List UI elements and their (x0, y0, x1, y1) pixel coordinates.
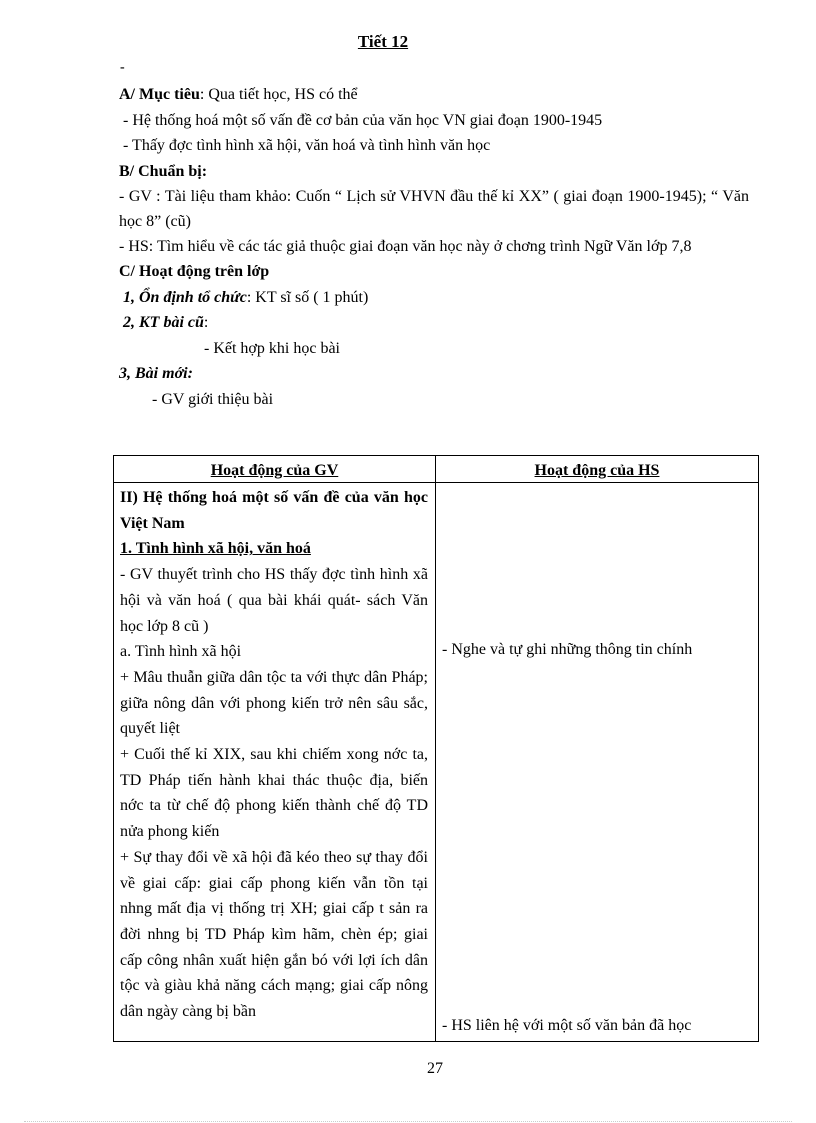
step-2-label: 2, KT bài cũ (123, 314, 204, 331)
dash-mark: - (120, 60, 125, 75)
gv-sub-a: a. Tình hình xã hội (120, 643, 242, 661)
section-a-text: : Qua tiết học, HS có thể (199, 86, 358, 103)
prep-hs: - HS: Tìm hiểu về các tác giả thuộc giai đoạn văn học này ở chơng trình Ngữ Văn lớp 7,8 (119, 238, 692, 255)
step-2-text: : (203, 314, 209, 331)
gv-heading: II) Hệ thống hoá một số vấn đề của văn học Việt Nam (120, 489, 428, 532)
page-number: 27 (427, 1060, 443, 1077)
gv-point: + Cuối thế kỉ XIX, sau khi chiếm xong nớc ta, TD Pháp tiến hành khai thác thuộc địa, biến nớc ta từ chế độ phong kiến thành chế độ TD nửa phong kiến (120, 746, 428, 841)
header-gv: Hoạt động của GV (114, 456, 436, 483)
step-3-item: - GV giới thiệu bài (152, 390, 274, 408)
lesson-content (119, 82, 749, 412)
section-a (119, 82, 749, 108)
gv-intro: - GV thuyết trình cho HS thấy đợc tình hình xã hội và văn hoá ( qua bài khái quát- sách Văn học lớp 8 cũ ) (120, 566, 428, 635)
gv-point: + Mâu thuẫn giữa dân tộc ta với thực dân Pháp; giữa nông dân với phong kiến trở nên sâu sắc, quyết liệt (120, 668, 428, 738)
hs-item: - Nghe và tự ghi những thông tin chính (442, 641, 693, 658)
gv-point: + Sự thay đổi về xã hội đã kéo theo sự thay đổi về giai cấp: giai cấp phong kiến vẫn tồn tại nhng mất địa vị thống trị XH; giai cấp t sản ra đời nhng bị TD Pháp kìm hãm, chèn ép; giai cấp công nhân xuất hiện gắn bó với lợi ích dân tộc và giàu khả năng cách mạng; giai cấp nông dân ngày càng bị bần (120, 848, 428, 1021)
objective-item: - Thấy đợc tình hình xã hội, văn hoá và tình hình văn học (123, 137, 491, 154)
prep-gv: - GV : Tài liệu tham khảo: Cuốn “ Lịch sử VHVN đầu thế kỉ XX” ( giai đoạn 1900-1945); “ Văn học 8” (cũ) (119, 188, 749, 230)
step-2-item: - Kết hợp khi học bài (204, 339, 340, 357)
gv-subheading: 1. Tình hình xã hội, văn hoá (120, 540, 311, 558)
footer-divider (24, 1121, 792, 1122)
activity-table (113, 455, 759, 1042)
hs-cell (436, 483, 759, 1042)
hs-item: - HS liên hệ với một số văn bản đã học (442, 1017, 692, 1034)
step-1-label: 1, Ổn định tổ chức (123, 288, 247, 306)
section-a-label: A/ Mục tiêu (119, 86, 200, 103)
objective-item: - Hệ thống hoá một số vấn đề cơ bản của văn học VN giai đoạn 1900-1945 (123, 111, 603, 129)
step-1-text: : KT sĩ số ( 1 phút) (246, 288, 369, 306)
step-3-label: 3, Bài mới: (119, 365, 193, 382)
step-1 (119, 285, 749, 311)
header-hs: Hoạt động của HS (436, 456, 759, 483)
section-b-label: B/ Chuẩn bị: (119, 162, 208, 180)
step-2 (119, 310, 749, 336)
page-title: Tiết 12 (357, 32, 409, 51)
table-row (114, 483, 759, 1042)
gv-cell (114, 483, 436, 1042)
table-header-row (114, 456, 759, 483)
section-c-label: C/ Hoạt động trên lớp (119, 263, 270, 280)
